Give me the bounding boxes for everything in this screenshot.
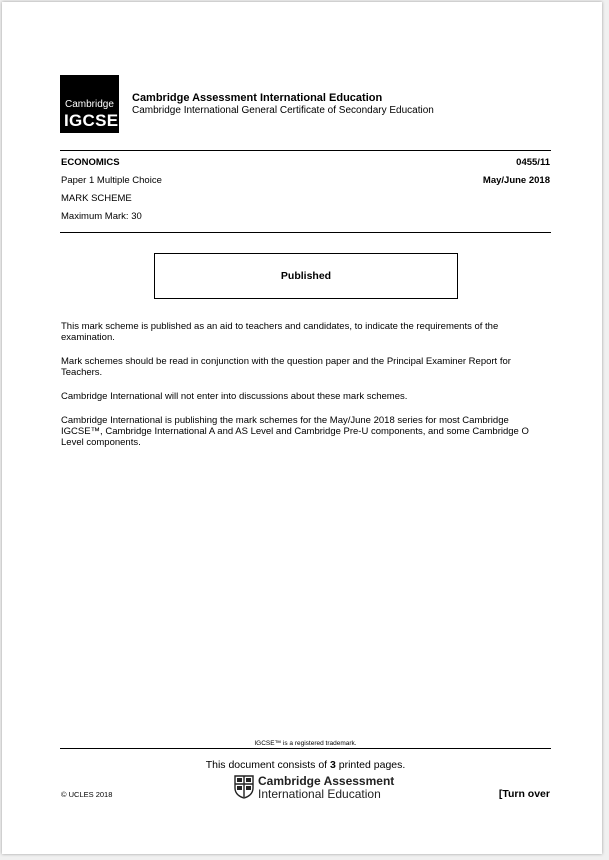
divider-footer — [60, 748, 551, 749]
published-box: Published — [154, 253, 458, 299]
cambridge-igcse-logo — [60, 75, 119, 133]
org-subtitle: Cambridge International General Certificate of Secondary Education — [132, 105, 434, 116]
divider-middle — [60, 232, 551, 233]
cambridge-assessment-line2: International Education — [258, 787, 381, 801]
page-count-number: 3 — [330, 759, 336, 771]
page-count-note — [60, 759, 551, 771]
document-type: MARK SCHEME — [61, 193, 132, 204]
paper-code: 0455/11 — [516, 157, 550, 168]
page-count-suffix: printed pages. — [335, 759, 406, 771]
paper-title: Paper 1 Multiple Choice — [61, 175, 162, 186]
divider-top — [60, 150, 551, 151]
paragraph-conjunction: Mark schemes should be read in conjunction with the question paper and the Principal Examiner Report for Teachers. — [61, 356, 511, 378]
cambridge-crest-icon — [234, 775, 254, 799]
org-title: Cambridge Assessment International Education — [132, 92, 383, 104]
cambridge-assessment-line1: Cambridge Assessment — [258, 774, 395, 788]
logo-big-text: IGCSE — [64, 111, 119, 130]
turn-over: [Turn over — [498, 788, 550, 800]
maximum-mark: Maximum Mark: 30 — [61, 211, 142, 222]
paragraph-discussions: Cambridge International will not enter into discussions about these mark schemes. — [61, 391, 408, 402]
trademark-note: IGCSE™ is a registered trademark. — [254, 740, 357, 747]
paragraph-publishing: Cambridge International is publishing the mark schemes for the May/June 2018 series for most Cambridge IGCSE™, Cambridge International A and AS Level and Cambridge Pre-U components, and some Cambridge O Level components. — [61, 415, 529, 448]
exam-session: May/June 2018 — [482, 175, 550, 186]
document-page — [2, 2, 602, 854]
paragraph-intro: This mark scheme is published as an aid to teachers and candidates, to indicate the requirements of the examination. — [61, 321, 499, 343]
logo-small-text: Cambridge — [65, 99, 114, 110]
copyright: © UCLES 2018 — [61, 790, 113, 799]
page-count-prefix: This document consists of — [205, 759, 330, 771]
subject: ECONOMICS — [61, 157, 120, 168]
